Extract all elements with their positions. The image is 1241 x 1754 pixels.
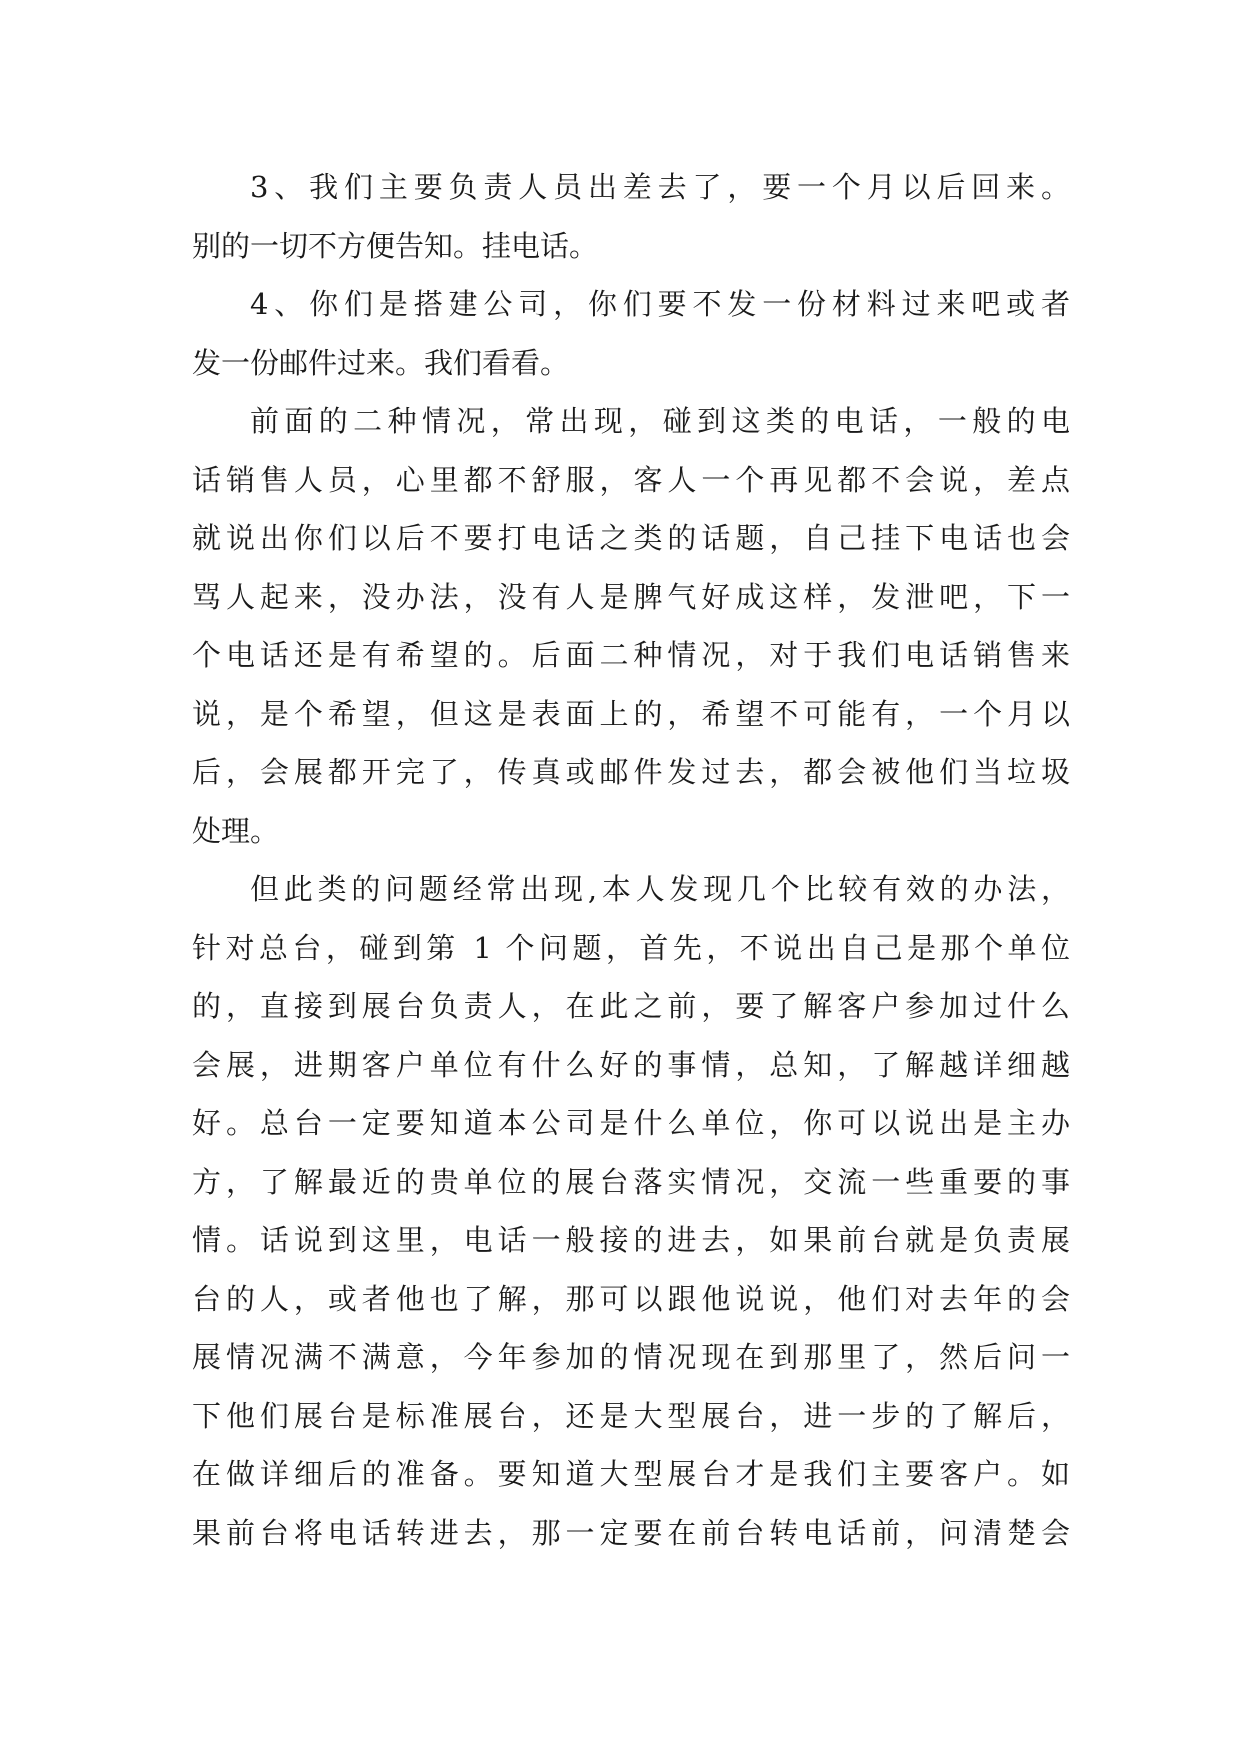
text-line: 就说出你们以后不要打电话之类的话题，自己挂下电话也会 bbox=[192, 521, 1070, 555]
text-line: 会展，进期客户单位有什么好的事情，总知，了解越详细越 bbox=[192, 1047, 1070, 1082]
text-line: 方，了解最近的贵单位的展台落实情况，交流一些重要的事 bbox=[192, 1164, 1070, 1199]
text-line: 别的一切不方便告知。挂电话。 bbox=[192, 228, 599, 263]
text-line: 说，是个希望，但这是表面上的，希望不可能有，一个月以 bbox=[192, 696, 1070, 731]
text-line: 好。总台一定要知道本公司是什么单位，你可以说出是主办 bbox=[192, 1106, 1070, 1140]
text-line: 前面的二种情况，常出现，碰到这类的电话，一般的电 bbox=[250, 404, 1070, 438]
text-line: 话销售人员，心里都不舒服，客人一个再见都不会说，差点 bbox=[192, 462, 1070, 497]
text-line: 处理。 bbox=[192, 813, 280, 848]
text-line: 果前台将电话转进去，那一定要在前台转电话前，问清楚会 bbox=[192, 1515, 1070, 1550]
text-line: 后，会展都开完了，传真或邮件发过去，都会被他们当垃圾 bbox=[192, 755, 1070, 789]
text-line: 但此类的问题经常出现,本人发现几个比较有效的办法， bbox=[250, 872, 1070, 906]
text-line: 下他们展台是标准展台，还是大型展台，进一步的了解后， bbox=[192, 1398, 1070, 1433]
text-line: 台的人，或者他也了解，那可以跟他说说，他们对去年的会 bbox=[192, 1281, 1070, 1316]
text-line: 针对总台，碰到第 1 个问题，首先，不说出自己是那个单位 bbox=[192, 930, 1070, 965]
paragraph bbox=[192, 275, 1070, 392]
text-line: 3、我们主要负责人员出差去了，要一个月以后回来。 bbox=[250, 170, 1070, 204]
text-line: 发一份邮件过来。我们看看。 bbox=[192, 345, 570, 380]
text-line: 骂人起来，没办法，没有人是脾气好成这样，发泄吧，下一 bbox=[192, 579, 1070, 614]
text-line: 在做详细后的准备。要知道大型展台才是我们主要客户。如 bbox=[192, 1457, 1070, 1491]
text-line: 展情况满不满意，今年参加的情况现在到那里了，然后问一 bbox=[192, 1340, 1070, 1374]
text-line: 个电话还是有希望的。后面二种情况，对于我们电话销售来 bbox=[192, 638, 1070, 672]
text-line: 情。话说到这里，电话一般接的进去，如果前台就是负责展 bbox=[192, 1223, 1070, 1257]
paragraph bbox=[192, 860, 1070, 1562]
text-line: 的，直接到展台负责人，在此之前，要了解客户参加过什么 bbox=[192, 989, 1070, 1023]
paragraph bbox=[192, 392, 1070, 860]
document-body bbox=[192, 158, 1070, 1562]
paragraph bbox=[192, 158, 1070, 275]
text-line: 4、你们是搭建公司，你们要不发一份材料过来吧或者 bbox=[250, 287, 1070, 321]
